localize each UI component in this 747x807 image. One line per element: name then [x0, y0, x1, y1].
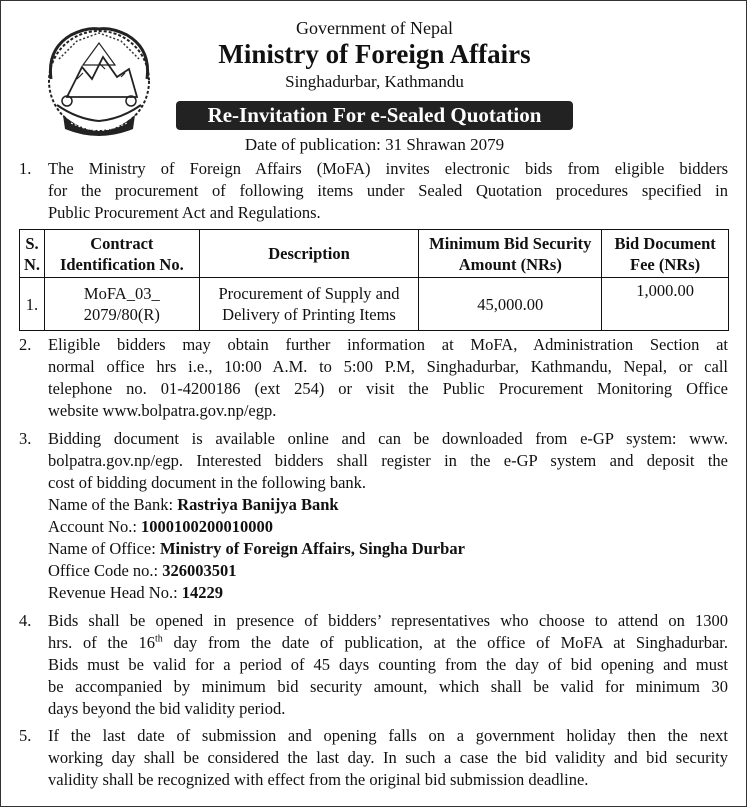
text-line: website www.bolpatra.gov.np/egp. [48, 401, 277, 420]
header-sn: S. N. [20, 230, 45, 278]
table-row [20, 278, 729, 331]
bank-name-value: Rastriya Banijya Bank [177, 495, 339, 514]
account-value: 1000100200010000 [141, 517, 274, 536]
item-number: 4. [19, 611, 32, 630]
bank-name-label: Name of the Bank: [48, 495, 174, 514]
text-line: cost of bidding document in the following bank. [48, 473, 367, 492]
notice-title: Re-Invitation For e-Sealed Quotation [176, 101, 573, 130]
publication-date: Date of publication: 31 Shrawan 2079 [244, 135, 505, 154]
text-line: normal office hrs i.e., 10:00 A.M. to 5:00 P.M, Singhadurbar, Kathmandu, Nepal, or call [48, 357, 728, 376]
office-code-label: Office Code no.: [48, 561, 159, 580]
text-line: Eligible bidders may obtain further information at MoFA, Administration Section at [48, 335, 728, 354]
revenue-head-row [48, 582, 728, 604]
header-description: Description [199, 230, 419, 278]
text-line: validity shall be recognized with effect from the original bid submission deadline. [48, 770, 589, 789]
revenue-head-value: 14229 [181, 583, 224, 602]
text-line: be accompanied by minimum bid security amount, which shall be valid for minimum 30 [48, 677, 728, 696]
bid-table [19, 229, 729, 331]
cell-contract-id: MoFA_03_ 2079/80(R) [44, 278, 199, 331]
government-name: Government of Nepal [296, 18, 453, 38]
text-line: Bids must be valid for a period of 45 days counting from the day of bid opening and must [48, 655, 728, 674]
header-bid-security: Minimum Bid Security Amount (NRs) [419, 230, 602, 278]
office-code-value: 326003501 [162, 561, 237, 580]
account-label: Account No.: [48, 517, 137, 536]
ministry-name: Ministry of Foreign Affairs [218, 39, 531, 69]
item-number: 3. [19, 429, 32, 448]
ordinal-suffix: th [154, 633, 163, 645]
text-line: Public Procurement Act and Regulations. [48, 203, 321, 222]
office-name-row [48, 538, 728, 560]
text-line: for the procurement of following items under Sealed Quotation procedures specified in [48, 181, 728, 200]
item-text [48, 428, 728, 604]
revenue-head-label: Revenue Head No.: [48, 583, 178, 602]
cell-bid-security: 45,000.00 [419, 278, 602, 331]
account-row [48, 516, 728, 538]
item-number: 2. [19, 335, 32, 354]
cell-description: Procurement of Supply and Delivery of Printing Items [199, 278, 419, 331]
text-line: working day shall be considered the last day. In such a case the bid validity and bid security [48, 748, 728, 767]
header-contract-id: Contract Identification No. [44, 230, 199, 278]
office-code-row [48, 560, 728, 582]
item-text [48, 610, 728, 720]
text-line: Bids shall be opened in presence of bidders’ representatives who choose to attend on 1300 [48, 611, 728, 630]
text-line: hrs. of the 16th day from the date of publication, at the office of MoFA at Singhadurbar. [48, 633, 728, 652]
ministry-address: Singhadurbar, Kathmandu [285, 72, 464, 91]
text-line: If the last date of submission and opening falls on a government holiday then the next [48, 726, 728, 745]
item-number: 5. [19, 726, 32, 745]
office-name-label: Name of Office: [48, 539, 156, 558]
item-text [48, 334, 728, 422]
text-line: telephone no. 01-4200186 (ext 254) or visit the Public Procurement Monitoring Office [48, 379, 728, 398]
bank-name-row [48, 494, 728, 516]
text-line: The Ministry of Foreign Affairs (MoFA) invites electronic bids from eligible bidders [48, 159, 728, 178]
cell-document-fee: 1,000.00 [602, 278, 729, 331]
cell-sn: 1. [20, 278, 45, 331]
header-document-fee: Bid Document Fee (NRs) [602, 230, 729, 278]
item-text [48, 158, 728, 224]
text-line: bolpatra.gov.np/egp. Interested bidders shall register in the e-GP system and deposit the [48, 451, 728, 470]
item-text [48, 725, 728, 791]
table-header-row [20, 230, 729, 278]
office-name-value: Ministry of Foreign Affairs, Singha Durbar [159, 539, 465, 558]
text-line: days beyond the bid validity period. [48, 699, 286, 718]
item-number: 1. [19, 159, 32, 178]
text-line: Bidding document is available online and can be downloaded from e-GP system: www. [48, 429, 728, 448]
